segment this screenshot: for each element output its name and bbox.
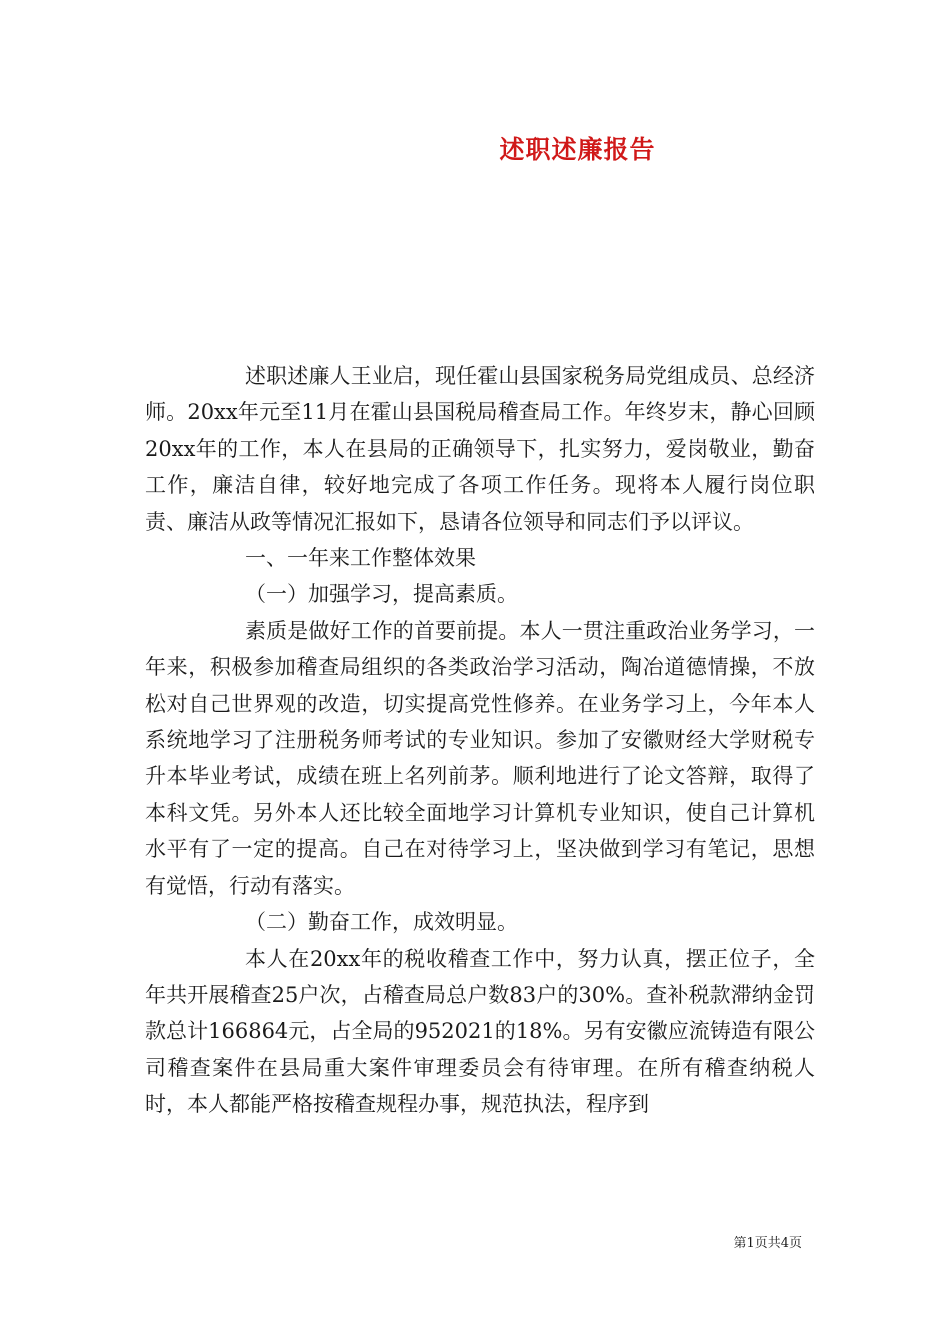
section-heading-1: 一、一年来工作整体效果 <box>245 546 476 571</box>
document-body <box>145 358 815 1123</box>
subsection-heading-2: （二）勤奋工作，成效明显。 <box>245 910 518 935</box>
page-number-footer: 第1页共4页 <box>733 1236 802 1251</box>
document-title: 述职述廉报告 <box>499 135 656 164</box>
paragraph-intro: 述职述廉人王业启，现任霍山县国家税务局党组成员、总经济师。20xx年元至11月在霍山县国税局稽查局工作。年终岁末，静心回顾20xx年的工作，本人在县局的正确领导下，扎实努力，爱岗敬业，勤奋工作，廉洁自律，较好地完成了各项工作任务。现将本人履行岗位职责、廉洁从政等情况汇报如下，恳请各位领导和同志们予以评议。 <box>145 364 815 534</box>
paragraph-study: 素质是做好工作的首要前提。本人一贯注重政治业务学习，一年来，积极参加稽查局组织的各类政治学习活动，陶冶道德情操，不放松对自己世界观的改造，切实提高党性修养。在业务学习上，今年本人系统地学习了注册税务师考试的专业知识。参加了安徽财经大学财税专升本毕业考试，成绩在班上名列前茅。顺利地进行了论文答辩，取得了本科文凭。另外本人还比较全面地学习计算机专业知识，使自己计算机水平有了一定的提高。自己在对待学习上，坚决做到学习有笔记，思想有觉悟，行动有落实。 <box>145 618 815 898</box>
paragraph-work: 本人在20xx年的税收稽查工作中，努力认真，摆正位子，全年共开展稽查25户次，占稽查局总户数83户的30%。查补税款滞纳金罚款总计166864元，占全局的952021的18%。另有安徽应流铸造有限公司稽查案件在县局重大案件审理委员会有待审理。在所有稽查纳税人时，本人都能严格按稽查规程办事，规范执法，程序到 <box>145 946 815 1117</box>
subsection-heading-1: （一）加强学习，提高素质。 <box>245 582 518 607</box>
